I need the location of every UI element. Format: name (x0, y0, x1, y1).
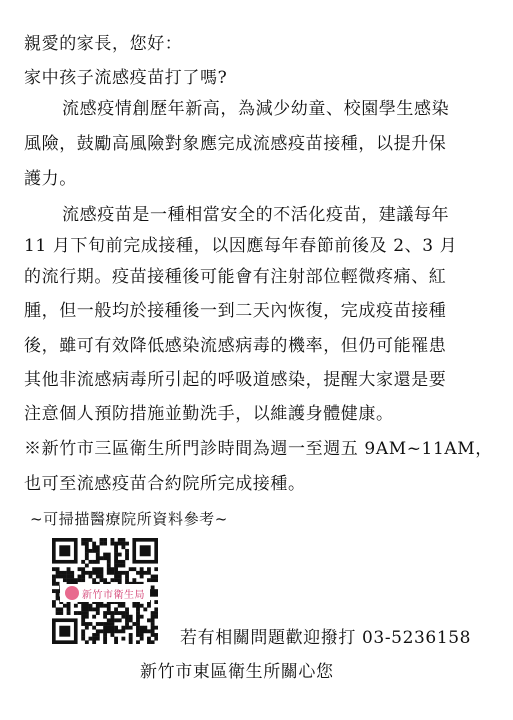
health-bureau-logo-icon (65, 586, 79, 600)
health-bureau-badge-text: 新竹市衛生局 (82, 589, 145, 601)
paragraph-2-line-4: 腫，但一般均於接種後一到二天內恢復，完成疫苗接種 (24, 301, 447, 321)
paragraph-1-line-2: 風險，鼓勵高風險對象應完成流感疫苗接種，以提升保 (24, 134, 447, 154)
paragraph-2-line-3: 的流行期。疫苗接種後可能會有注射部位輕微疼痛、紅 (24, 267, 447, 287)
contact-phone-line: 若有相關問題歡迎撥打 03-5236158 (180, 628, 472, 648)
clinic-hours-note-2: 也可至流感疫苗合約院所完成接種。 (24, 474, 306, 494)
paragraph-1-line-3: 護力。 (24, 169, 77, 189)
signature: 新竹市東區衛生所關心您 (140, 662, 334, 682)
paragraph-1-line-1: 流感疫情創歷年新高，為減少幼童、校園學生感染 (62, 99, 450, 119)
paragraph-2-line-2: 11 月下旬前完成接種，以因應每年春節前後及 2、3 月 (24, 236, 458, 256)
paragraph-2-line-7: 注意個人預防措施並勤洗手，以維護身體健康。 (24, 404, 394, 424)
paragraph-2-line-5: 後，雖可有效降低感染流感病毒的機率，但仍可能罹患 (24, 336, 447, 356)
question: 家中孩子流感疫苗打了嗎? (24, 68, 228, 88)
scan-hint: ~可掃描醫療院所資料參考~ (30, 510, 228, 528)
paragraph-2-line-1: 流感疫苗是一種相當安全的不活化疫苗，建議每年 (62, 205, 450, 225)
greeting: 親愛的家長，您好： (24, 34, 183, 54)
qr-code[interactable] (52, 538, 158, 644)
health-bureau-badge (60, 584, 150, 602)
paragraph-2-line-6: 其他非流感病毒所引起的呼吸道感染，提醒大家還是要 (24, 370, 447, 390)
clinic-hours-note: ※新竹市三區衛生所門診時間為週一至週五 9AM~11AM， (24, 439, 493, 459)
